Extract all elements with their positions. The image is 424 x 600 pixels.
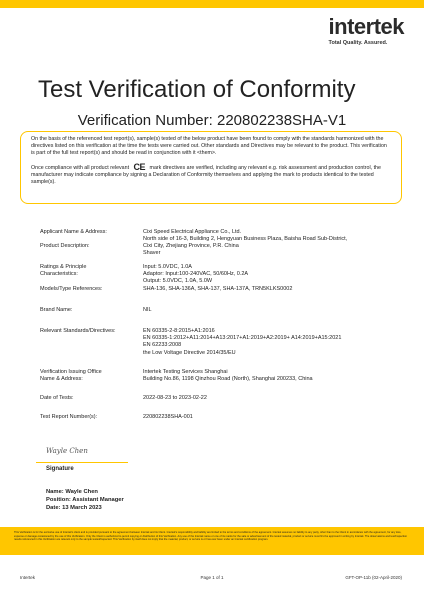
office-value [143, 369, 313, 383]
applicant-line: Cixi City, Zhejiang Province, P.R. China [143, 243, 239, 250]
logo-tagline: Total Quality. Assured. [328, 40, 388, 46]
ratings-line: Adaptor: Input:100-240VAC, 50/60Hz, 0.2A [143, 271, 249, 278]
standards-value [143, 328, 341, 357]
office-label [40, 369, 102, 383]
signature-heading: Signature [46, 466, 74, 472]
applicant-line: North side of 16-3, Building 2, Hengyuan Business Plaza, Baisha Road Sub-District, [143, 236, 348, 243]
signature-divider [36, 462, 128, 463]
statement-paragraph-2 [31, 161, 391, 187]
applicant-line: Cixi Speed Electrical Appliance Co., Ltd. [143, 229, 242, 235]
legal-disclaimer: This Verification is for the exclusive use of Intertek's client and is provided pursuant to the agreement between Intertek and its Client. Intertek's responsibility and liability are limited to the terms and conditions of the agreement. Intertek assumes no liability to any party, other than to the Client in accordance with the agreement, for any loss, expense or damage occasioned by the use of this Verification. Only the Client is authorized to permit copying or distribution of this Verification. Any use of the Intertek name or one of its marks for the sale or advertisement of the tested material, product or service must first be approved in writing by Intertek. The observations and test/inspection results referenced in this Verification are relevant only to the sample tested/inspected. This Verification by itself does not imply that the material, product, or service is or has ever been under an Intertek certification program. [0, 527, 424, 555]
report-label: Test Report Number(s): [40, 414, 98, 420]
ratings-label-line: Characteristics: [40, 271, 78, 278]
standard-line: EN 60335-1:2012+A11:2014+A13:2017+A1:2019+A2:2019+ A14:2019+A15:2021 [143, 335, 342, 342]
office-line: Building No.86, 1198 Qinzhou Road (North), Shanghai 200233, China [143, 376, 313, 383]
models-value: SHA-136, SHA-136A, SHA-137, SHA-137A, TRN5KLKS0002 [143, 286, 293, 292]
signature-date: Date: 13 March 2023 [46, 505, 102, 511]
models-label: Models/Type References: [40, 286, 103, 292]
product-value: Shaver [143, 250, 161, 256]
conformity-statement [20, 131, 402, 204]
top-accent-bar [0, 0, 424, 8]
footer-page-number: Page 1 of 1 [200, 575, 224, 580]
office-label-line: Name & Address: [40, 376, 83, 383]
office-line: Intertek Testing Services Shanghai [143, 369, 228, 375]
standard-line: the Low Voltage Directive 2014/35/EU [143, 349, 236, 356]
signatory-info [46, 488, 124, 512]
dates-label: Date of Tests: [40, 395, 74, 401]
ratings-label [40, 264, 86, 278]
ratings-value [143, 264, 248, 286]
logo-wordmark: intertek [328, 14, 404, 39]
verification-number: Verification Number: 220802238SHA-V1 [77, 112, 347, 129]
standard-line: EN 60335-2-8:2015+A1:2016 [143, 328, 215, 334]
ratings-line: Output: 5.0VDC, 1.0A, 5.0W [143, 278, 213, 285]
intertek-logo [329, 16, 404, 46]
document-title: Test Verification of Conformity [38, 76, 356, 103]
brand-value: NIL [143, 307, 152, 313]
product-label: Product Description: [40, 243, 90, 249]
footer-form-code: GFT-OP-11b (02-April-2020) [345, 575, 402, 580]
statement-text-before: Once compliance with all product relevant [31, 164, 130, 171]
office-label-line: Verification Issuing Office [40, 369, 102, 375]
ratings-label-line: Ratings & Principle [40, 264, 87, 270]
brand-label: Brand Name: [40, 307, 73, 313]
applicant-label: Applicant Name & Address: [40, 229, 107, 235]
signatory-position: Position: Assistant Manager [46, 497, 124, 503]
ce-mark-icon: CE [133, 161, 146, 172]
standard-line: EN 62233:2008 [143, 342, 182, 349]
dates-value: 2022-08-23 to 2023-02-22 [143, 395, 207, 401]
ratings-line: Input: 5.0VDC, 1.0A [143, 264, 192, 270]
statement-text-after: mark directives are verified, including any relevant e.g. risk assessment and production control, the manufacturer may indicate compliance by signing a Declaration of Conformity themselves and applying the mark to products identical to the tested sample(s). [31, 164, 381, 186]
statement-paragraph-1: On the basis of the referenced test report(s), sample(s) tested of the below product have been found to comply with the standards harmonized with the directives listed on this verification at the time the tests were carried out. Other standards and Directives may be relevant to the product. This verification is part of the full test report(s) and should be read in conjunction with it <them>. [31, 136, 387, 157]
handwritten-signature: Wayle Chen [46, 447, 88, 455]
report-value: 220802238SHA-001 [143, 414, 193, 420]
footer-company: Intertek [20, 575, 36, 580]
standards-label: Relevant Standards/Directives: [40, 328, 116, 334]
applicant-value [143, 229, 403, 251]
signatory-name: Name: Wayle Chen [46, 489, 98, 495]
